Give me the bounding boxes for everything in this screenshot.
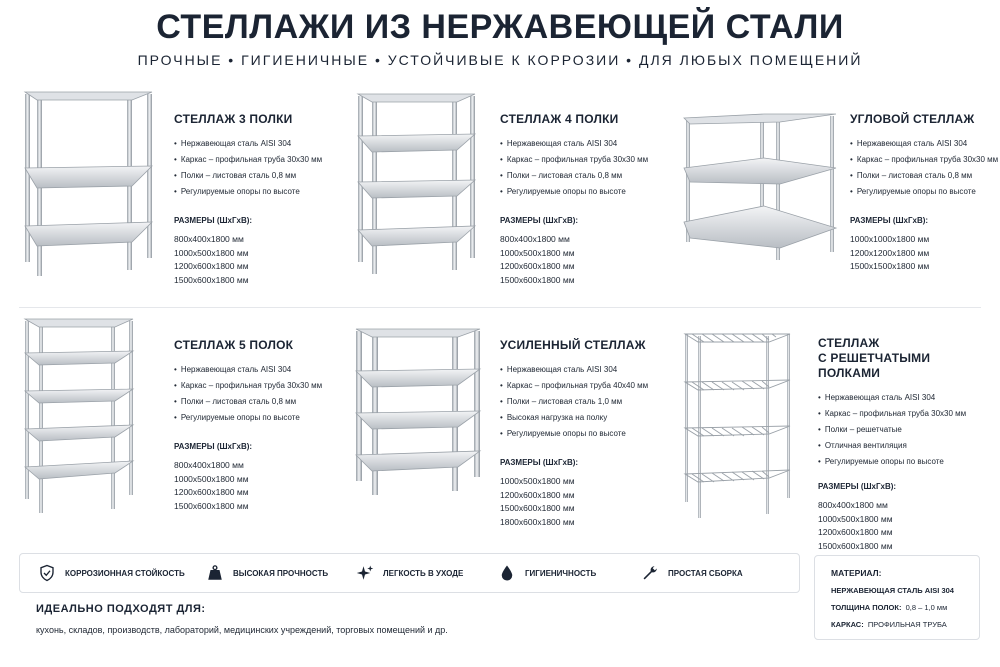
sparkle-icon	[356, 564, 374, 582]
dimension-item: 1200х1200х1800 мм	[850, 247, 930, 258]
material-thickness	[831, 603, 979, 612]
dimension-item: 1500х600х1800 мм	[174, 500, 249, 511]
feature-item: • Каркас – профильная труба 30х30 мм	[174, 378, 344, 394]
feature-item: • Каркас – профильная труба 30х30 мм	[174, 152, 344, 168]
feature-list	[500, 362, 670, 442]
feature-item: • Полки – решетчатые	[818, 422, 993, 438]
drop-icon	[498, 564, 516, 582]
dimensions-label: РАЗМЕРЫ (ШхГхВ):	[500, 216, 579, 225]
feature-item: • Регулируемые опоры по высоте	[174, 184, 344, 200]
feature-list	[174, 362, 344, 426]
feature-item: • Нержавеющая сталь AISI 304	[174, 362, 344, 378]
dimension-item: 1000х500х1800 мм	[500, 247, 575, 258]
product-image-corner	[680, 110, 840, 260]
dimensions-list	[818, 499, 993, 553]
dimension-item: 1000х500х1800 мм	[174, 247, 249, 258]
product-image-5-shelves	[19, 317, 139, 517]
page-subtitle: ПРОЧНЫЕ • ГИГИЕНИЧНЫЕ • УСТОЙЧИВЫЕ К КОРРОЗИИ • ДЛЯ ЛЮБЫХ ПОМЕЩЕНИЙ	[137, 52, 863, 68]
feature-corrosion	[38, 554, 206, 592]
dimension-item: 1200х600х1800 мм	[500, 489, 575, 500]
dimension-item: 1200х600х1800 мм	[500, 261, 575, 271]
material-title: МАТЕРИАЛ:	[831, 568, 882, 578]
dimensions-list	[850, 233, 1000, 274]
dimension-item: 1500х600х1800 мм	[500, 274, 575, 285]
page-title: СТЕЛЛАЖИ ИЗ НЕРЖАВЕЮЩЕЙ СТАЛИ	[156, 8, 844, 46]
feature-item: • Отличная вентиляция	[818, 438, 993, 454]
feature-item: • Полки – листовая сталь 0,8 мм	[500, 168, 670, 184]
product-name: СТЕЛЛАЖ 3 ПОЛКИ	[174, 112, 293, 126]
material-line3-label: КАРКАС:	[831, 620, 864, 629]
product-image-4-shelves	[352, 92, 482, 277]
dimension-item: 1000х500х1800 мм	[818, 513, 893, 524]
dimensions-list	[174, 459, 344, 513]
feature-item: • Нержавеющая сталь AISI 304	[500, 362, 670, 378]
dimension-item: 1500х600х1800 мм	[818, 540, 893, 551]
feature-hygiene	[498, 554, 641, 592]
weight-icon	[206, 564, 224, 582]
feature-item: • Полки – листовая сталь 0,8 мм	[174, 394, 344, 410]
feature-list	[174, 136, 344, 200]
feature-label: ПРОСТАЯ СБОРКА	[668, 568, 743, 578]
dimension-item: 1500х600х1800 мм	[500, 503, 575, 513]
product-name: СТЕЛЛАЖ С РЕШЕТЧАТЫМИ ПОЛКАМИ	[818, 336, 931, 380]
feature-list	[500, 136, 670, 200]
feature-assembly	[641, 554, 781, 592]
row-divider	[19, 307, 981, 308]
feature-list	[818, 390, 993, 470]
product-image-3-shelves	[19, 90, 159, 280]
feature-easy-care	[356, 554, 498, 592]
feature-item: • Регулируемые опоры по высоте	[500, 426, 670, 442]
feature-label: КОРРОЗИОННАЯ СТОЙКОСТЬ	[65, 568, 185, 578]
feature-item: • Полки – листовая сталь 0,8 мм	[850, 168, 1000, 184]
product-image-reinforced	[350, 327, 485, 497]
feature-label: ГИГИЕНИЧНОСТЬ	[525, 568, 597, 578]
feature-item: • Полки – листовая сталь 0,8 мм	[174, 168, 344, 184]
feature-item: • Нержавеющая сталь AISI 304	[500, 136, 670, 152]
ideal-for-text: кухонь, складов, производств, лабораторий, медицинских учреждений, торговых помещений и др.	[36, 625, 448, 635]
feature-item: • Нержавеющая сталь AISI 304	[850, 136, 1000, 152]
dimension-item: 1200х600х1800 мм	[174, 487, 249, 497]
shield-icon	[38, 564, 56, 582]
dimensions-label: РАЗМЕРЫ (ШхГхВ):	[818, 482, 897, 491]
material-line2-label: ТОЛЩИНА ПОЛОК:	[831, 603, 902, 612]
product-name: УГЛОВОЙ СТЕЛЛАЖ	[850, 112, 975, 126]
material-steel	[831, 586, 979, 595]
dimension-item: 1500х600х1800 мм	[174, 274, 249, 285]
feature-item: • Регулируемые опоры по высоте	[174, 410, 344, 426]
feature-label: ВЫСОКАЯ ПРОЧНОСТЬ	[233, 568, 329, 578]
feature-item: • Нержавеющая сталь AISI 304	[174, 136, 344, 152]
product-image-wire-shelves	[680, 330, 795, 520]
dimensions-label: РАЗМЕРЫ (ШхГхВ):	[174, 442, 253, 451]
product-name: УСИЛЕННЫЙ СТЕЛЛАЖ	[500, 338, 646, 352]
dimension-item: 800х400х1800 мм	[174, 234, 244, 244]
dimension-item: 1500х1500х1800 мм	[850, 261, 930, 271]
dimensions-label: РАЗМЕРЫ (ШхГхВ):	[500, 458, 579, 467]
dimension-item: 1800х600х1800 мм	[500, 516, 575, 527]
dimension-item: 1200х600х1800 мм	[174, 261, 249, 271]
feature-item: • Полки – листовая сталь 1,0 мм	[500, 394, 670, 410]
material-frame	[831, 620, 979, 629]
dimensions-list	[500, 233, 670, 287]
material-line1: НЕРЖАВЕЮЩАЯ СТАЛЬ AISI 304	[831, 586, 954, 595]
dimension-item: 800х400х1800 мм	[500, 234, 570, 244]
material-box	[814, 555, 980, 640]
feature-strength	[206, 554, 356, 592]
wrench-icon	[641, 564, 659, 582]
feature-item: • Регулируемые опоры по высоте	[818, 454, 993, 470]
feature-item: • Каркас – профильная труба 40х40 мм	[500, 378, 670, 394]
ideal-for-title: ИДЕАЛЬНО ПОДХОДЯТ ДЛЯ:	[36, 603, 206, 615]
feature-label: ЛЕГКОСТЬ В УХОДЕ	[383, 568, 464, 578]
feature-list	[850, 136, 1000, 200]
dimensions-label: РАЗМЕРЫ (ШхГхВ):	[850, 216, 929, 225]
dimension-item: 1200х600х1800 мм	[818, 527, 893, 537]
product-name: СТЕЛЛАЖ 5 ПОЛОК	[174, 338, 294, 352]
product-name: СТЕЛЛАЖ 4 ПОЛКИ	[500, 112, 619, 126]
features-bar	[19, 553, 800, 593]
dimensions-list	[500, 475, 670, 529]
material-line2-value: 0,8 – 1,0 мм	[905, 603, 948, 612]
dimension-item: 1000х500х1800 мм	[174, 473, 249, 484]
dimension-item: 800х400х1800 мм	[174, 460, 244, 470]
feature-item: • Каркас – профильная труба 30х30 мм	[850, 152, 1000, 168]
feature-item: • Каркас – профильная труба 30х30 мм	[500, 152, 670, 168]
dimensions-list	[174, 233, 344, 287]
feature-item: • Регулируемые опоры по высоте	[850, 184, 1000, 200]
dimension-item: 1000х500х1800 мм	[500, 476, 575, 486]
feature-item: • Нержавеющая сталь AISI 304	[818, 390, 993, 406]
feature-item: • Высокая нагрузка на полку	[500, 410, 670, 426]
feature-item: • Каркас – профильная труба 30х30 мм	[818, 406, 993, 422]
dimensions-label: РАЗМЕРЫ (ШхГхВ):	[174, 216, 253, 225]
dimension-item: 1000х1000х1800 мм	[850, 234, 930, 244]
material-line3-value: ПРОФИЛЬНАЯ ТРУБА	[867, 620, 947, 629]
dimension-item: 800х400х1800 мм	[818, 500, 888, 510]
feature-item: • Регулируемые опоры по высоте	[500, 184, 670, 200]
